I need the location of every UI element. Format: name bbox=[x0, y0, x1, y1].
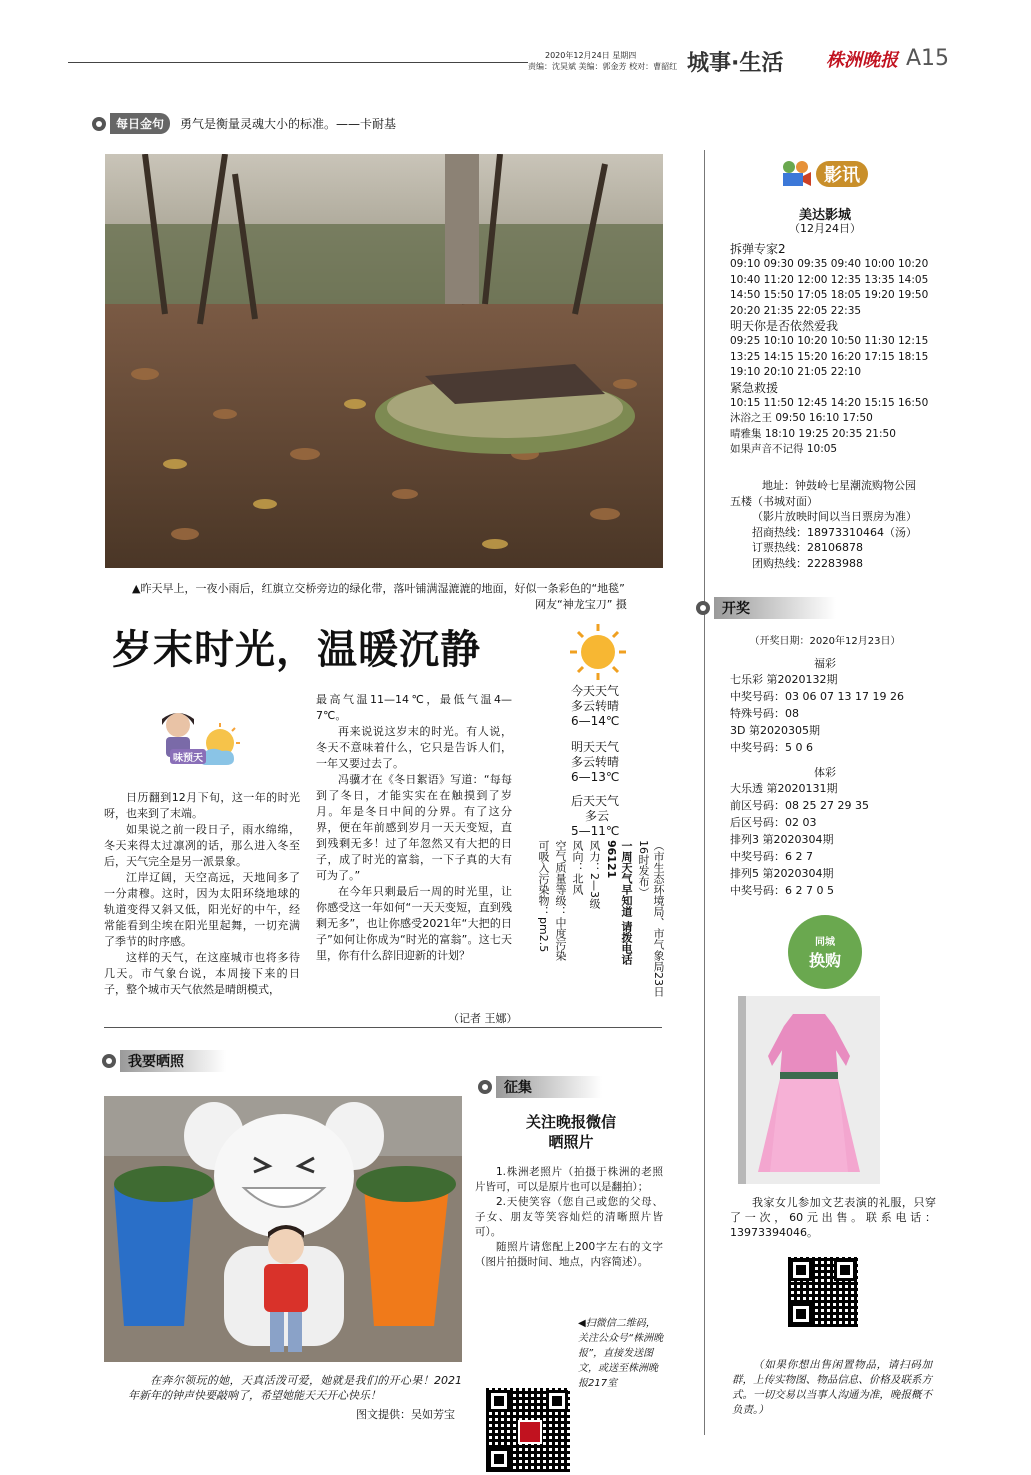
schedule-line: 晴雅集 18:10 19:25 20:35 21:50 bbox=[730, 427, 896, 440]
qr-finder-icon bbox=[790, 1303, 812, 1325]
section-title: 城事·生活 bbox=[687, 51, 784, 76]
collect-items bbox=[475, 1165, 663, 1270]
leaves-photo bbox=[105, 154, 663, 568]
pink-dress-graphic bbox=[738, 996, 880, 1184]
schedule-line: 10:40 11:20 12:00 12:35 13:35 14:05 bbox=[730, 273, 929, 286]
movie-logo bbox=[780, 160, 868, 188]
qr-finder-icon bbox=[488, 1390, 510, 1412]
header-rule bbox=[68, 62, 528, 63]
article-paragraph: 最高气温11—14℃，最低气温4—7℃。 bbox=[316, 693, 512, 722]
column-logo bbox=[140, 705, 240, 775]
girl-photo-credit: 图文提供：吴如芳宝 bbox=[356, 1408, 455, 1421]
photo-section-title: 我要晒照 bbox=[120, 1050, 226, 1072]
movie-logo-text: 影讯 bbox=[816, 161, 868, 187]
lottery-line: 大乐透 第2020131期 bbox=[730, 782, 838, 795]
schedule-line: 19:10 20:10 21:05 22:10 bbox=[730, 366, 862, 379]
air-pollutant: 可吸入污染物：pm2.5 bbox=[537, 840, 550, 953]
weather-label: 明天天气 bbox=[571, 740, 620, 754]
schedule-line: 沐浴之王 09:50 16:10 17:50 bbox=[730, 412, 873, 425]
schedule-line: 09:10 09:30 09:35 09:40 10:00 10:20 bbox=[730, 258, 929, 271]
girl-mascot-graphic bbox=[104, 1096, 462, 1362]
photo-section-header bbox=[102, 1050, 226, 1072]
address-line: （影片放映时间以当日票房为准） bbox=[752, 510, 917, 523]
collect-header bbox=[478, 1076, 602, 1098]
sports-results bbox=[730, 780, 869, 899]
leaves-scene-graphic bbox=[105, 154, 663, 568]
weather-temp: 6—13℃ bbox=[571, 770, 620, 784]
photo-credit: 网友“神龙宝刀” 摄 bbox=[535, 598, 627, 611]
cinema-name: 美达影城 bbox=[798, 208, 851, 223]
lottery-date: （开奖日期：2020年12月23日） bbox=[749, 636, 901, 647]
weather-temp: 5—11℃ bbox=[571, 824, 620, 838]
collect-item: 随照片请您配上200字左右的文字（图片拍摄时间、地点，内容简述）。 bbox=[475, 1241, 663, 1268]
article-paragraph: 日历翻到12月下旬，这一年的时光呀，也来到了末端。 bbox=[104, 791, 300, 820]
lottery-line: 中奖号码：03 06 07 13 17 19 26 bbox=[730, 690, 904, 703]
collect-item: 1.株洲老照片（拍摄于株洲的老照片皆可，可以是原片也可以是翻拍）； bbox=[475, 1166, 663, 1193]
qr-finder-icon bbox=[488, 1448, 510, 1470]
schedule-line: 14:50 15:50 17:05 18:05 19:20 19:50 bbox=[730, 289, 929, 302]
weather-condition: 多云转晴 bbox=[571, 699, 620, 713]
article-col-2 bbox=[316, 692, 512, 964]
lottery-title: 开奖 bbox=[714, 597, 836, 619]
schedule-line: 09:25 10:10 10:20 10:50 11:30 12:15 bbox=[730, 335, 929, 348]
weather-temp: 6—14℃ bbox=[571, 714, 620, 728]
exchange-note bbox=[732, 1358, 932, 1418]
bullet-icon bbox=[696, 601, 710, 615]
collect-heading-line: 关注晚报微信 bbox=[525, 1113, 616, 1131]
issue-date: 2020年12月24日 星期四 bbox=[545, 51, 637, 60]
weather-source: （市生态环境局、市气象局23日16时发布） bbox=[637, 840, 665, 997]
collect-qr-note bbox=[578, 1316, 664, 1391]
movie-schedule bbox=[730, 242, 928, 458]
weather-label: 今天天气 bbox=[571, 684, 620, 698]
lottery-line: 排列5 第2020304期 bbox=[730, 867, 834, 880]
lottery-line: 前区号码：08 25 27 29 35 bbox=[730, 799, 869, 812]
column-logo-text: 味预天 bbox=[170, 749, 206, 764]
article-paragraph: 冯骥才在《冬日絮语》写道：“每每到了冬日，才能实实在在触摸到了岁月。年是冬日中间的分界。有了这分界，便在年前感到岁月一天天变短，直到残剩无多！过了年忽然又有大把的日子，成了时光的富翁，一下子真的大有可为了。” bbox=[316, 773, 512, 882]
weather-condition: 多云 bbox=[585, 809, 610, 823]
section-divider bbox=[104, 1027, 662, 1028]
lottery-line: 中奖号码：5 0 6 bbox=[730, 741, 813, 754]
lottery-line: 七乐彩 第2020132期 bbox=[730, 673, 838, 686]
schedule-line: 13:25 14:15 15:20 16:20 17:15 18:15 bbox=[730, 350, 929, 363]
paper-logo: 株洲晚报 bbox=[826, 50, 898, 71]
address-line: 招商热线：18973310464（汤） bbox=[752, 525, 917, 539]
dress-photo bbox=[738, 996, 880, 1184]
exchange-note-text: （如果你想出售闲置物品，请扫码加群，上传实物图、物品信息、价格及联系方式。一切交易以当事人沟通为准，晚报概不负责。） bbox=[732, 1359, 932, 1416]
lottery-line: 后区号码：02 03 bbox=[730, 816, 817, 829]
address-line: 团购热线：22283988 bbox=[752, 556, 863, 570]
quote-label: 每日金句 bbox=[110, 113, 170, 134]
schedule-line: 如果声音不记得 10:05 bbox=[730, 443, 838, 456]
welfare-title: 福彩 bbox=[814, 657, 836, 670]
address-line: 订票热线：28106878 bbox=[752, 541, 863, 554]
lottery-line: 3D 第2020305期 bbox=[730, 724, 820, 737]
article-headline: 岁末时光，温暖沉静 bbox=[112, 627, 481, 673]
exchange-caption-text: 我家女儿参加文艺表演的礼服，只穿了一次，60元出售。联系电话：13973394046。 bbox=[730, 1196, 936, 1239]
girl-photo-caption bbox=[128, 1373, 462, 1403]
schedule-line: 20:20 21:35 22:05 22:35 bbox=[730, 304, 862, 317]
bullet-icon bbox=[478, 1080, 492, 1094]
article-paragraph: 这样的天气，在这座城市也将多待几天。市气象台说，本周接下来的日子，整个城市天气依然是晴朗模式， bbox=[104, 951, 300, 996]
quote-bar bbox=[92, 113, 396, 134]
article-paragraph: 在今年只剩最后一周的时光里，让你感受这一年如何“一天天变短，直到残剩无多”，也让你感受2021年“大把的日子”如何让你成为“时光的富翁”。这七天里，你有什么辞旧迎新的计划？ bbox=[316, 885, 512, 962]
wind-force: 风力：2—3级 bbox=[588, 840, 601, 909]
reporter-avatar-icon bbox=[140, 705, 240, 775]
collect-heading-line: 晒照片 bbox=[548, 1133, 594, 1151]
air-quality: 空气质量等级：中度污染 bbox=[554, 840, 567, 961]
article-paragraph: 如果说之前一段日子，雨水绵绵，冬天来得太过凛冽的话，那么进入冬至后，天气完全是另一派景象。 bbox=[104, 823, 300, 868]
page-number: A15 bbox=[906, 46, 950, 71]
collect-item: 2.天使笑容（您自己或您的父母、子女、朋友等笑容灿烂的清晰照片皆可）。 bbox=[475, 1196, 663, 1238]
article-col-1 bbox=[104, 790, 300, 998]
column-rule bbox=[704, 150, 705, 1435]
weather-details bbox=[534, 840, 666, 1000]
article-paragraph: 再来说说这岁末的时光。有人说，冬天不意味着什么，它只是告诉人们，一年又要过去了。 bbox=[316, 725, 512, 770]
exchange-qr-code[interactable] bbox=[788, 1257, 858, 1327]
editors-line: 责编：沈昊斌 美编：郭金芳 校对：曹韶红 bbox=[528, 62, 678, 71]
exchange-badge bbox=[788, 915, 862, 989]
collect-qr-note-text: ◀扫微信二维码，关注公众号“株洲晚报”，直接发送图文，或送至株洲晚报217室 bbox=[578, 1318, 664, 1389]
address-line: 地址：钟鼓岭七星潮流购物公园 bbox=[762, 479, 916, 492]
article-paragraph: 江岸辽阔，天空高远，天地间多了一分肃穆。这时，因为太阳环绕地球的轨道变得又斜又低，阳光好的中午，经常能看到尘埃在阳光里起舞，一切充满了季节的时序感。 bbox=[104, 871, 300, 948]
lottery-line: 排列3 第2020304期 bbox=[730, 833, 834, 846]
qr-finder-icon bbox=[834, 1259, 856, 1281]
collect-qr-code[interactable] bbox=[486, 1388, 570, 1472]
lottery-header bbox=[696, 597, 836, 619]
girl-photo-caption-text: 在奔尔领玩的她，天真活泼可爱，她就是我们的开心果！2021年新年的钟声快要敲响了，希望她能天天开心快乐！ bbox=[128, 1374, 462, 1402]
exchange-badge-text: 换购 bbox=[808, 951, 841, 970]
exchange-caption bbox=[730, 1195, 936, 1240]
qr-finder-icon bbox=[790, 1259, 812, 1281]
weather-today bbox=[571, 684, 619, 729]
welfare-results bbox=[730, 671, 904, 756]
weather-label: 后天天气 bbox=[571, 794, 620, 808]
article-byline: （记者 王娜） bbox=[448, 1012, 518, 1025]
lottery-line: 特殊号码：08 bbox=[730, 707, 799, 720]
weather-condition: 多云转晴 bbox=[571, 755, 620, 769]
paper-mini-logo-icon bbox=[518, 1420, 542, 1444]
girl-photo bbox=[104, 1096, 462, 1362]
film-camera-icon bbox=[780, 160, 812, 188]
schedule-line: 明天你是否依然爱我 bbox=[730, 319, 839, 334]
sun-icon bbox=[568, 622, 628, 682]
weather-hotline: 一周天气早知道 请拨电话96121 bbox=[605, 840, 633, 965]
qr-finder-icon bbox=[546, 1390, 568, 1412]
wind-direction: 风向：北风 bbox=[571, 840, 584, 895]
photo-caption: ▲昨天早上，一夜小雨后，红旗立交桥旁边的绿化带，落叶铺满湿漉漉的地面，好似一条彩色的“地毯” bbox=[132, 582, 625, 595]
collect-title: 征集 bbox=[496, 1076, 602, 1098]
collect-heading bbox=[478, 1112, 664, 1152]
weather-after bbox=[571, 794, 619, 839]
quote-text: 勇气是衡量灵魂大小的标准。——卡耐基 bbox=[180, 117, 397, 131]
lottery-line: 中奖号码：6 2 7 bbox=[730, 850, 813, 863]
sports-title: 体彩 bbox=[814, 766, 836, 779]
schedule-line: 紧急救援 bbox=[730, 380, 779, 395]
cinema-address bbox=[730, 478, 917, 571]
movie-date: （12月24日） bbox=[789, 222, 861, 235]
lottery-line: 中奖号码：6 2 7 0 5 bbox=[730, 884, 834, 897]
bullet-icon bbox=[92, 117, 106, 131]
exchange-badge-top: 同城 bbox=[815, 937, 835, 948]
weather-tomorrow bbox=[571, 740, 619, 785]
address-line: 五楼（书城对面） bbox=[730, 494, 818, 508]
schedule-line: 10:15 11:50 12:45 14:20 15:15 16:50 bbox=[730, 397, 929, 410]
bullet-icon bbox=[102, 1054, 116, 1068]
schedule-line: 拆弹专家2 bbox=[730, 242, 786, 256]
